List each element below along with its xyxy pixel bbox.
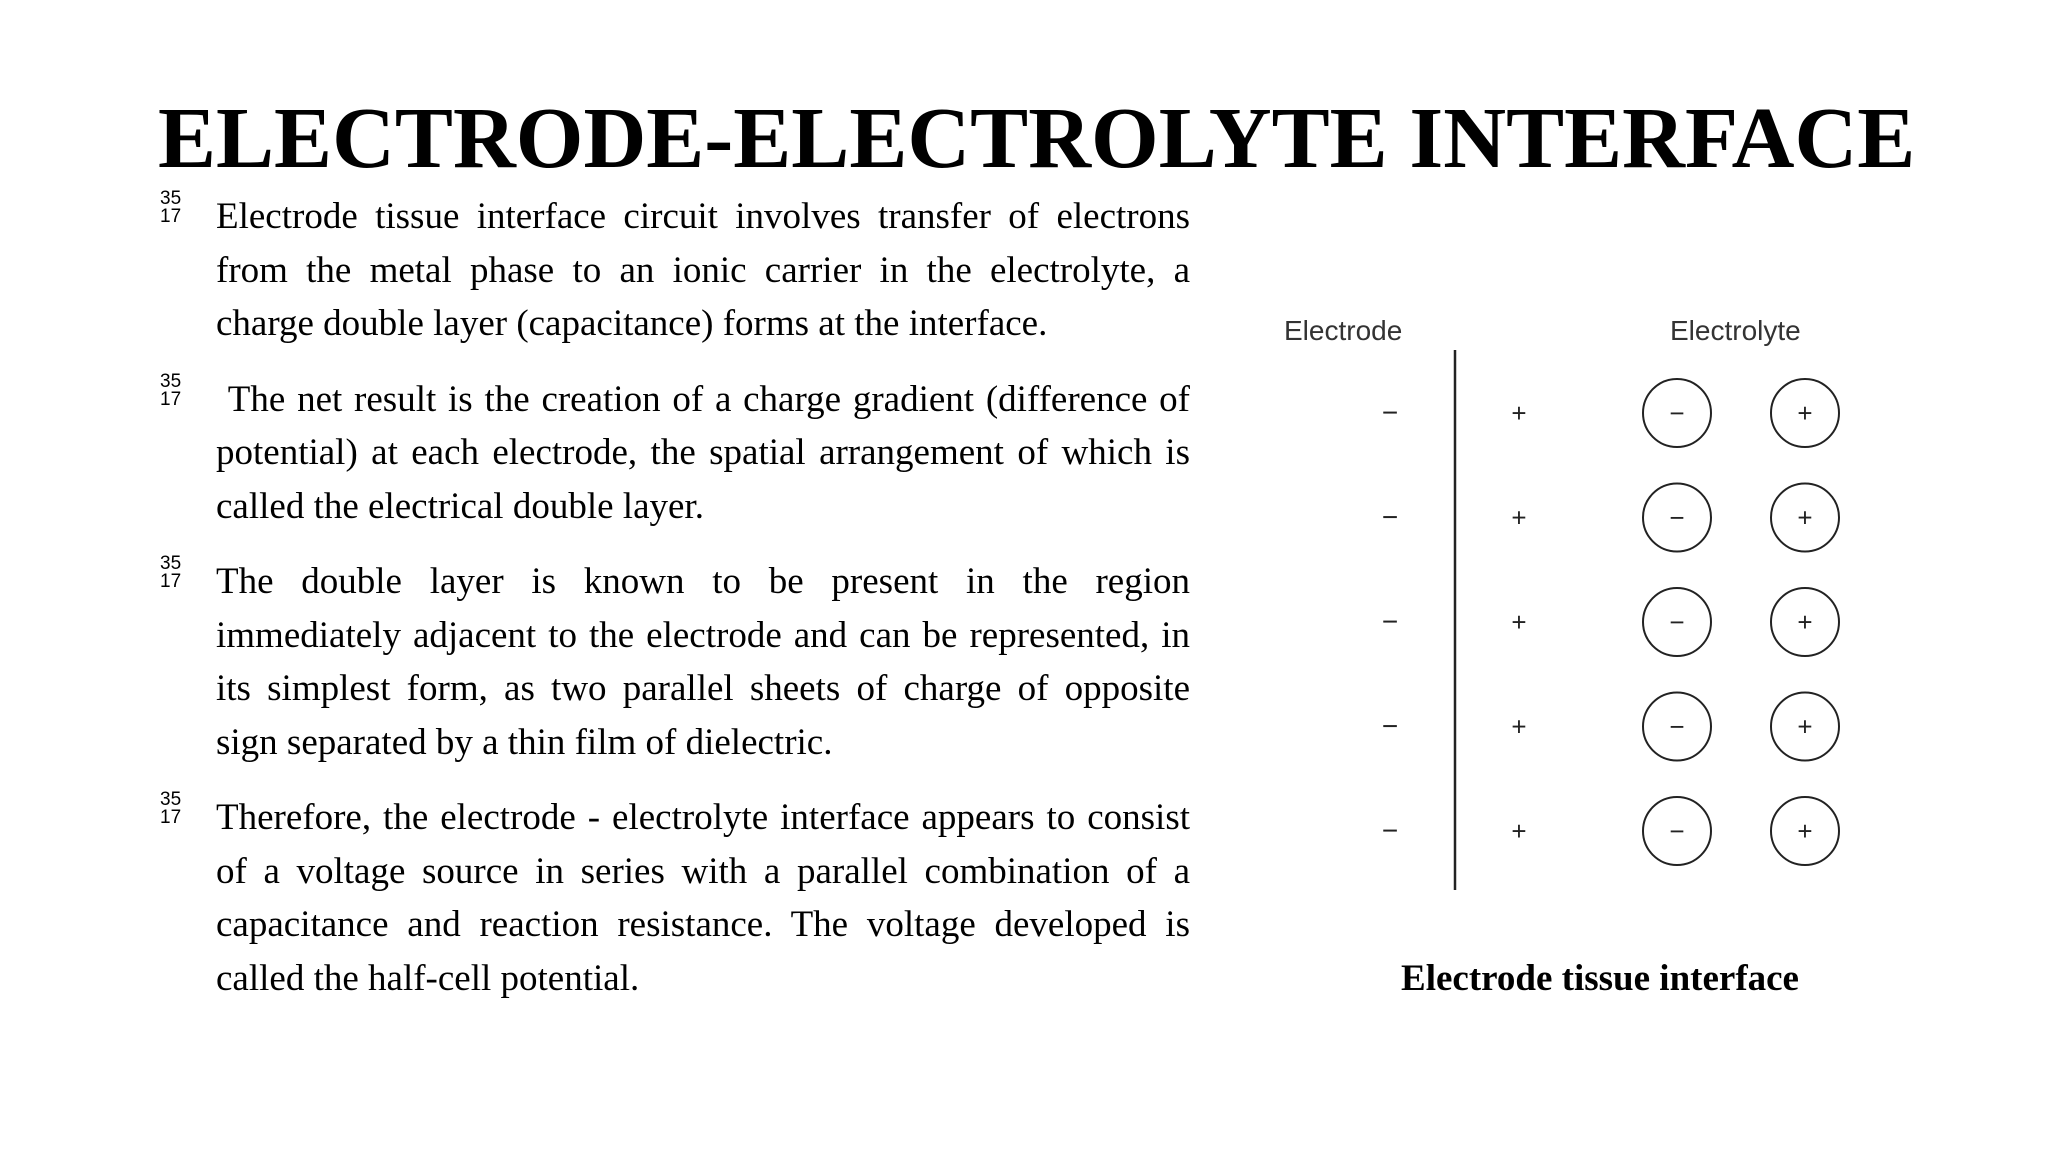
bullet-marker-icon <box>160 555 190 591</box>
electrode-minus-charge: − <box>1381 710 1399 742</box>
electrolyte-plus-charge: + <box>1511 711 1527 742</box>
bullet-text: The net result is the creation of a charge gradient (difference of potential) at each electrode, the spatial arrangement of which is called the electrical double layer. <box>216 378 1200 527</box>
bullet-marker-bottom: 17 <box>160 571 182 592</box>
bullet-text: The double layer is known to be present in the region immediately adjacent to the electrode and can be represented, in its simplest form, as two parallel sheets of charge of opposite sign separated by a thin film of dielectric. <box>216 561 1190 763</box>
bullet-marker-bottom: 17 <box>160 388 182 410</box>
electrode-minus-charge: − <box>1381 606 1399 637</box>
bullet-item <box>158 555 1190 769</box>
slide-title: ELECTRODE-ELECTROLYTE INTERFACE <box>158 89 1916 186</box>
bullet-marker-icon <box>160 791 190 827</box>
bullet-marker-icon <box>160 190 190 226</box>
cation-sign: + <box>1797 502 1813 533</box>
cation-sign: + <box>1797 607 1813 637</box>
bullet-text: Electrode tissue interface circuit involves transfer of electrons from the metal phase to an ionic carrier in the electrolyte, a charge double layer (capacitance) forms at the interface. <box>216 196 1190 344</box>
electrode-minus-charge: − <box>1381 815 1399 846</box>
double-layer-diagram <box>1270 310 1870 910</box>
cation-sign: + <box>1797 711 1813 742</box>
anion-sign: − <box>1669 502 1685 533</box>
bullet-marker-icon <box>160 370 190 410</box>
bullet-item <box>158 370 1200 534</box>
anion-sign: − <box>1669 607 1685 637</box>
anion-sign: − <box>1669 711 1685 742</box>
bullet-marker-top: 35 <box>160 188 182 209</box>
anion-sign: − <box>1669 816 1685 846</box>
bullet-item <box>158 791 1190 1005</box>
electrode-label: Electrode <box>1284 315 1403 346</box>
electrolyte-label: Electrolyte <box>1670 315 1801 346</box>
cation-sign: + <box>1797 816 1813 846</box>
electrode-minus-charge: − <box>1381 501 1399 533</box>
bullet-item <box>158 190 1190 351</box>
electrolyte-plus-charge: + <box>1511 816 1527 846</box>
bullet-text: Therefore, the electrode - electrolyte interface appears to consist of a voltage source in series with a parallel combination of a capacitance and reaction resistance. The voltage developed is called the half-cell potential. <box>216 797 1190 999</box>
bullet-marker-top: 35 <box>160 553 182 574</box>
cation-sign: + <box>1797 398 1813 428</box>
electrode-minus-charge: − <box>1381 397 1399 428</box>
electrolyte-plus-charge: + <box>1511 607 1527 637</box>
charge-rows <box>1382 379 1839 865</box>
bullet-list <box>158 188 1200 1027</box>
anion-sign: − <box>1669 398 1685 428</box>
bullet-marker-bottom: 17 <box>160 807 182 828</box>
double-layer-svg <box>1270 310 1870 910</box>
bullet-marker-bottom: 17 <box>160 206 182 227</box>
figure-caption: Electrode tissue interface <box>1401 958 1799 999</box>
bullet-marker-top: 35 <box>160 789 182 810</box>
electrolyte-plus-charge: + <box>1511 502 1527 533</box>
electrolyte-plus-charge: + <box>1511 398 1527 428</box>
bullet-marker-top: 35 <box>160 370 182 392</box>
